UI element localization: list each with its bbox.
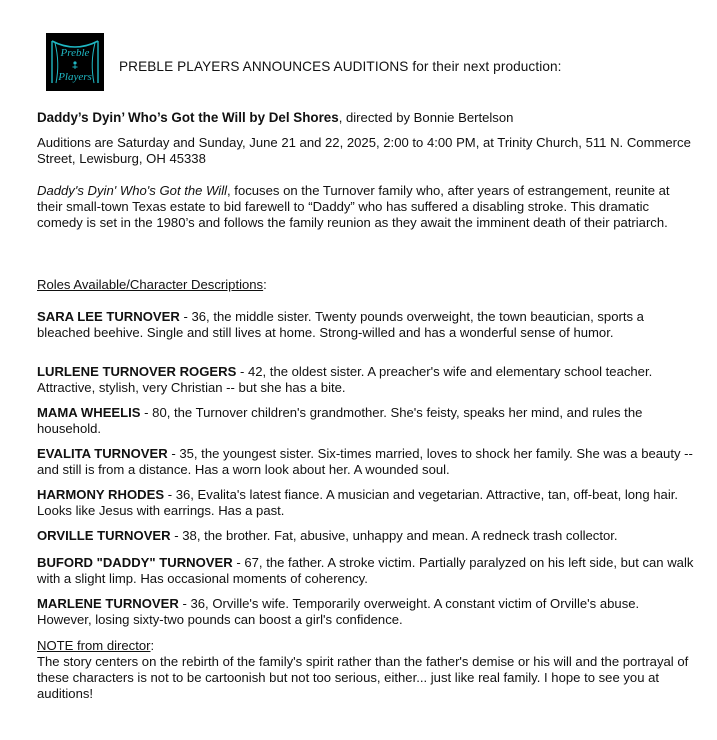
roles-heading [37, 277, 697, 293]
production-title-line [37, 110, 697, 126]
role-mama-wheelis [37, 405, 697, 437]
role-description: - 38, the brother. Fat, abusive, unhappy and mean. A redneck trash collector. [170, 528, 618, 543]
role-description: - 67, the father. A stroke victim. Partially paralyzed on his left side, but can walk with a slight limp. Has occasional moments of coherency. [37, 555, 694, 586]
director-note [37, 638, 697, 702]
role-description: - 36, Evalita's latest fiance. A musician and vegetarian. Attractive, tan, off-beat, long hair. Looks like Jesus with earrings. Has a past. [37, 487, 679, 518]
audition-details: Auditions are Saturday and Sunday, June 21 and 22, 2025, 2:00 to 4:00 PM, at Trinity Church, 511 N. Commerce Street, Lewisburg, OH 45338 [37, 135, 691, 166]
role-harmony [37, 487, 697, 519]
role-name: SARA LEE TURNOVER [37, 309, 180, 324]
role-description: - 42, the oldest sister. A preacher's wife and elementary school teacher. Attractive, stylish, very Christian -- but she has a bite. [37, 364, 653, 395]
synopsis-text: , focuses on the Turnover family who, after years of estrangement, reunite at their small-town Texas estate to bid farewell to “Daddy” who has suffered a disabling stroke. This dramatic comedy is set in the 1980’s and follows the family reunion as they await the imminent death of their patriarch. [37, 183, 670, 230]
synopsis-title: Daddy's Dyin' Who's Got the Will [37, 183, 228, 198]
production-title: Daddy’s Dyin’ Who’s Got the Will by Del Shores [37, 110, 339, 125]
role-evalita [37, 446, 697, 478]
role-lurlene [37, 364, 697, 396]
role-description: - 80, the Turnover children's grandmother. She's feisty, speaks her mind, and rules the household. [37, 405, 643, 436]
director-note-colon: : [150, 638, 155, 653]
role-name: LURLENE TURNOVER ROGERS [37, 364, 237, 379]
roles-heading-colon: : [263, 277, 267, 292]
director-note-heading: NOTE from director [37, 638, 151, 653]
role-name: MARLENE TURNOVER [37, 596, 179, 611]
role-sara-lee [37, 309, 697, 341]
role-description: - 36, Orville's wife. Temporarily overweight. A constant victim of Orville's abuse. However, losing sixty-two pounds can boost a girl's confidence. [37, 596, 640, 627]
director-note-text: The story centers on the rebirth of the family's spirit rather than the father's demise or his will and the portrayal of these characters is not to be cartoonish but not too serious, either... just like real family. I hope to see you at auditions! [37, 654, 689, 701]
theater-curtain-icon [46, 33, 104, 91]
role-marlene [37, 596, 697, 628]
production-director: , directed by Bonnie Bertelson [338, 110, 514, 125]
role-description: - 35, the youngest sister. Six-times married, loves to shock her family. She was a beauty -- and still is from a distance. Has a worn look about her. A wounded soul. [37, 446, 693, 477]
role-name: EVALITA TURNOVER [37, 446, 168, 461]
role-name: MAMA WHEELIS [37, 405, 141, 420]
announcement-heading: PREBLE PLAYERS ANNOUNCES AUDITIONS for their next production: [119, 59, 562, 74]
synopsis [37, 183, 697, 231]
preble-players-logo [46, 33, 104, 91]
role-name: ORVILLE TURNOVER [37, 528, 171, 543]
role-name: BUFORD "DADDY" TURNOVER [37, 555, 233, 570]
role-orville [37, 528, 697, 544]
director-note-heading-line [37, 638, 697, 654]
role-buford [37, 555, 697, 587]
logo-text-players: Players [58, 71, 92, 83]
role-name: HARMONY RHODES [37, 487, 165, 502]
logo-text-preble: Preble [60, 47, 90, 59]
role-description: - 36, the middle sister. Twenty pounds overweight, the town beautician, sports a bleached beehive. Single and still lives at home. Strong-willed and has a wonderful sense of humor. [37, 309, 644, 340]
roles-heading-label: Roles Available/Character Descriptions [37, 277, 264, 292]
